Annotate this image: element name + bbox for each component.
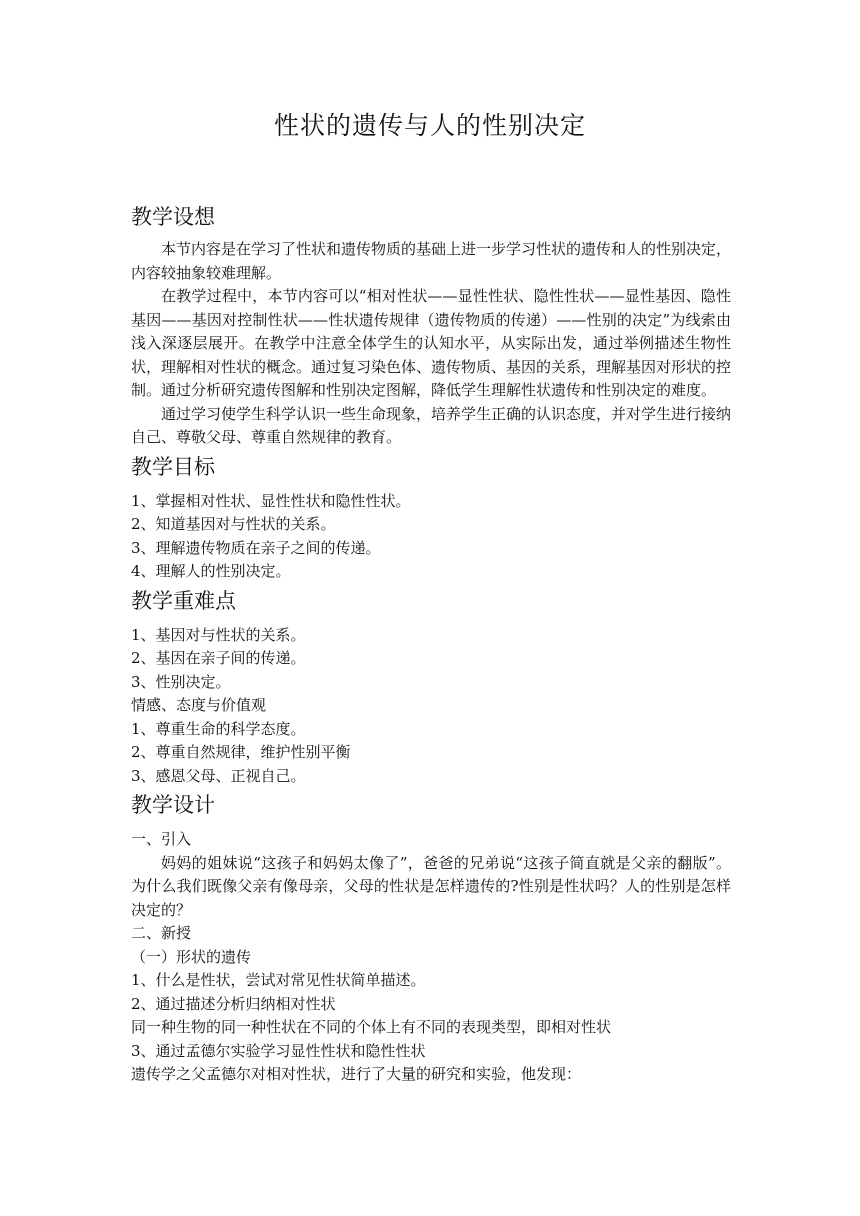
- intro-label: 一、引入: [131, 830, 192, 848]
- text-line: 2、通过描述分析归纳相对性状: [131, 994, 336, 1013]
- document-body: [131, 202, 731, 1087]
- list-item: 3、感恩父母、正视自己。: [131, 766, 306, 785]
- section-heading-teaching-design: 教学设计: [131, 793, 215, 817]
- paragraph: 本节内容是在学习了性状和遗传物质的基础上进一步学习性状的遗传和人的性别决定，内容较抽象较难理解。: [131, 240, 732, 282]
- paragraph: 通过学习使学生科学认识一些生命现象，培养学生正确的认识态度，并对学生进行接纳自己、尊敬父母、尊重自然规律的教育。: [131, 404, 732, 446]
- paragraph: 在教学过程中，本节内容可以“相对性状——显性性状、隐性性状——显性基因、隐性基因——基因对控制性状——性状遗传规律（遗传物质的传递）——性别的决定”为线索由浅入深逐层展开。在教学中注意全体学生的认知水平，从实际出发，通过举例描述生物性状，理解相对性状的概念。通过复习染色体、遗传物质、基因的关系，理解基因对形状的控制。通过分析研究遗传图解和性别决定图解，降低学生理解性状遗传和性别决定的难度。: [131, 287, 732, 399]
- list-item: 2、尊重自然规律，维护性别平衡: [131, 743, 351, 761]
- paragraph: 妈妈的姐妹说“这孩子和妈妈太像了”，爸爸的兄弟说“这孩子简直就是父亲的翻版”。为什么我们既像父亲有像母亲，父母的性状是怎样遗传的?性别是性状吗？人的性别是怎样决定的？: [131, 853, 731, 919]
- new-lesson-label: 二、新授: [131, 924, 192, 942]
- list-item: 3、理解遗传物质在亲子之间的传递。: [131, 538, 381, 557]
- list-item: 1、基因对与性状的关系。: [131, 625, 306, 644]
- list-item: 4、理解人的性别决定。: [131, 562, 291, 580]
- list-item: 3、性别决定。: [131, 672, 231, 691]
- list-item: 2、基因在亲子间的传递。: [131, 649, 306, 667]
- list-item: 2、知道基因对与性状的关系。: [131, 515, 336, 533]
- section-heading-teaching-goals: 教学目标: [131, 454, 215, 479]
- text-line: 同一种生物的同一种性状在不同的个体上有不同的表现类型，即相对性状: [131, 1018, 612, 1036]
- text-line: 3、通过孟德尔实验学习显性性状和隐性性状: [131, 1041, 426, 1060]
- text-line: （一）形状的遗传: [131, 947, 252, 966]
- section-heading-teaching-idea: 教学设想: [131, 205, 215, 229]
- document-title: 性状的遗传与人的性别决定: [273, 111, 586, 140]
- list-item: 1、掌握相对性状、显性性状和隐性性状。: [131, 491, 411, 510]
- text-line: 1、什么是性状，尝试对常见性状简单描述。: [131, 971, 426, 989]
- text-line: 遗传学之父孟德尔对相对性状，进行了大量的研究和实验，他发现：: [131, 1065, 582, 1083]
- sub-heading-values: 情感、态度与价值观: [131, 696, 267, 714]
- section-heading-key-points: 教学重难点: [131, 588, 236, 613]
- list-item: 1、尊重生命的科学态度。: [131, 719, 306, 738]
